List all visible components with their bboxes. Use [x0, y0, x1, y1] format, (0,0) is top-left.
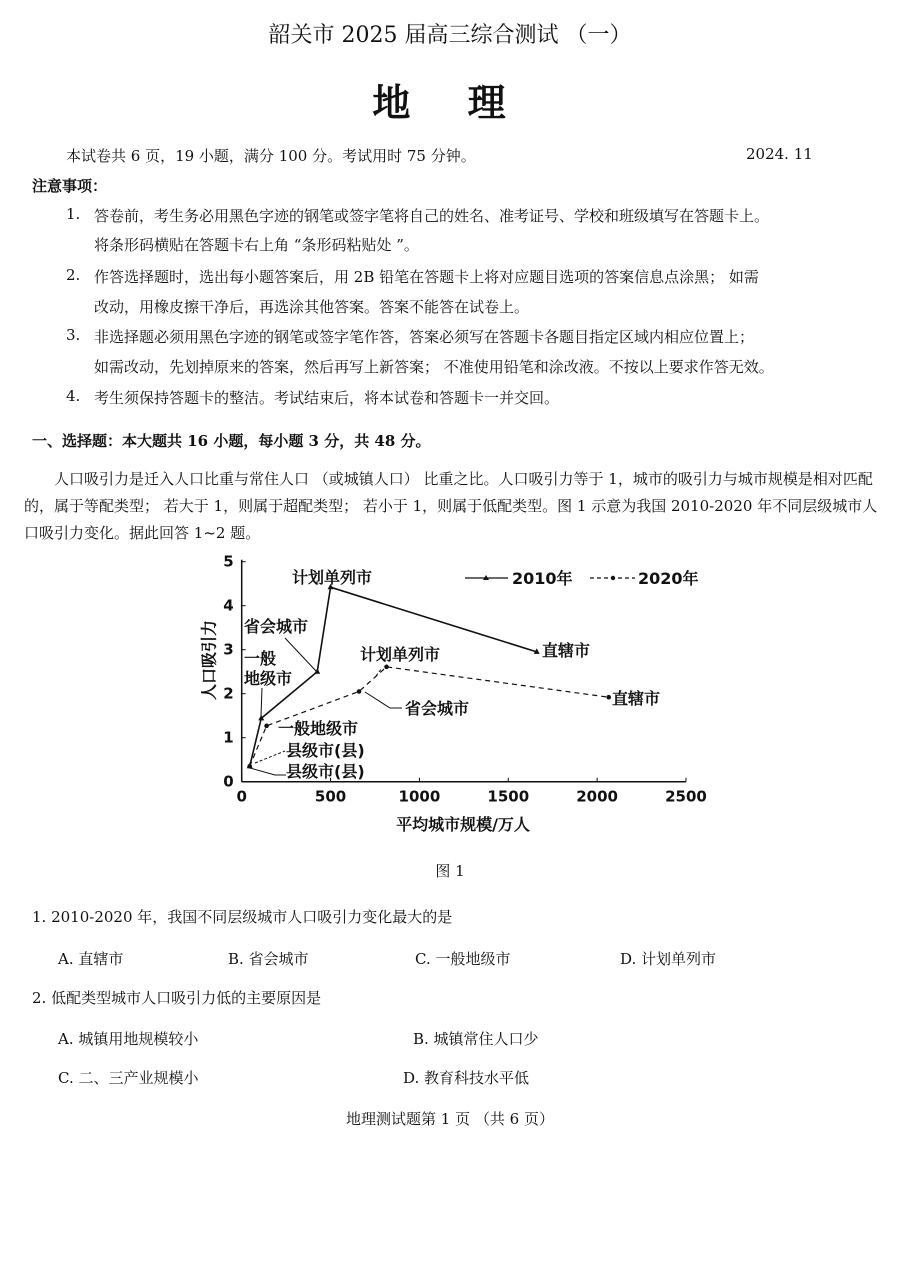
label-2010-municipality: 直辖市 — [542, 641, 591, 660]
legend-label-2020: 2020年 — [638, 569, 699, 588]
y-tick-label: 4 — [223, 596, 234, 615]
data-point-2020 — [264, 724, 269, 729]
q1-option-a: A. 直辖市 — [58, 950, 124, 968]
question-2-stem: 2. 低配类型城市人口吸引力低的主要原因是 — [32, 989, 322, 1007]
question-1-stem: 1. 2010-2020 年，我国不同层级城市人口吸引力变化最大的是 — [32, 908, 453, 926]
label-2020-prefecture: 一般地级市 — [278, 719, 359, 738]
y-tick-label: 3 — [223, 640, 234, 659]
leader-line — [365, 692, 402, 708]
x-tick-label: 1000 — [398, 787, 441, 806]
q2-option-d: D. 教育科技水平低 — [403, 1069, 530, 1087]
intro-text: 本试卷共 6 页，19 小题，满分 100 分。考试用时 75 分钟。 — [66, 147, 476, 165]
note-line: 考生须保持答题卡的整洁。考试结束后，将本试卷和答题卡一并交回。 — [94, 389, 560, 407]
leader-line — [261, 688, 262, 716]
x-axis-label: 平均城市规模/万人 — [396, 815, 530, 834]
legend-marker-2020 — [611, 576, 615, 580]
y-tick-label: 0 — [223, 772, 234, 791]
x-tick-label: 0 — [236, 787, 247, 806]
x-tick-label: 500 — [314, 787, 347, 806]
series-line-2010年 — [250, 587, 537, 766]
legend-label-2010: 2010年 — [512, 569, 573, 588]
figure-caption: 图 1 — [435, 862, 465, 880]
y-tick-label: 1 — [223, 728, 234, 747]
label-2020-municipality: 直辖市 — [612, 689, 661, 708]
q1-option-c: C. 一般地级市 — [415, 950, 511, 968]
leader-line — [250, 768, 286, 775]
y-tick-label: 5 — [223, 552, 234, 571]
label-2010-provincial: 省会城市 — [244, 617, 309, 636]
x-tick-label: 2500 — [665, 787, 707, 806]
label-2010-prefecture-1: 一般 — [244, 649, 277, 668]
label-2010-plan-city: 计划单列市 — [292, 568, 373, 587]
data-point-2020 — [606, 695, 611, 700]
q2-option-b: B. 城镇常住人口少 — [413, 1030, 539, 1048]
note-number: 4. — [66, 387, 81, 405]
q1-option-b: B. 省会城市 — [228, 950, 309, 968]
notes-heading: 注意事项： — [32, 177, 108, 195]
note-line: 作答选择题时，选出每小题答案后，用 2B 铅笔在答题卡上将对应题目选项的答案信息点涂黑； 如需 — [94, 268, 759, 286]
section-heading: 一、选择题：本大题共 16 小题，每小题 3 分，共 48 分。 — [32, 432, 431, 450]
passage: 人口吸引力是迁入人口比重与常住人口 （或城镇人口） 比重之比。人口吸引力等于 1，城市的吸引力与城市规模是相对匹配的，属于等配类型； 若大于 1，则属于超配类型； 若小于 1，则属于低配类型。图 1 示意为我国 2010-2020 年不同层级城市人口吸引力变化。据此回答 1~2 题。 — [24, 470, 878, 542]
page-footer: 地理测试题第 1 页 （共 6 页） — [346, 1110, 554, 1128]
exam-title: 韶关市 2025 届高三综合测试 （一） — [268, 23, 632, 48]
leader-line — [255, 751, 285, 763]
note-number: 1. — [66, 205, 81, 223]
data-point-2020 — [357, 689, 362, 694]
x-tick-label: 1500 — [487, 787, 530, 806]
note-line: 非选择题必须用黑色字迹的钢笔或签字笔作答，答案必须写在答题卡各题目指定区域内相应位置上； — [94, 328, 755, 346]
exam-date: 2024. 11 — [746, 145, 813, 163]
label-2020-county: 县级市(县) — [286, 741, 365, 760]
note-line: 改动，用橡皮擦干净后，再选涂其他答案。答案不能答在试卷上。 — [94, 298, 530, 316]
attraction-chart — [200, 550, 720, 840]
note-number: 3. — [66, 326, 81, 344]
subject-title: 地 理 — [372, 80, 528, 125]
data-point-2020 — [384, 665, 389, 670]
label-2020-provincial: 省会城市 — [405, 699, 470, 718]
label-2010-prefecture-2: 地级市 — [244, 669, 293, 688]
note-number: 2. — [66, 266, 81, 284]
note-line: 将条形码横贴在答题卡右上角 “条形码粘贴处 ”。 — [94, 236, 419, 254]
label-2020-plan-city: 计划单列市 — [360, 645, 441, 664]
x-tick-label: 2000 — [576, 787, 619, 806]
data-point-2010 — [314, 668, 320, 674]
y-axis-label: 人口吸引力 — [200, 619, 219, 701]
q2-option-c: C. 二、三产业规模小 — [58, 1069, 199, 1087]
note-line: 如需改动，先划掉原来的答案，然后再写上新答案； 不准使用铅笔和涂改液。不按以上要求作答无效。 — [94, 358, 774, 376]
leader-line — [285, 638, 316, 671]
y-tick-label: 2 — [223, 684, 234, 703]
q2-option-a: A. 城镇用地规模较小 — [58, 1030, 199, 1048]
label-2010-county: 县级市(县) — [286, 762, 365, 781]
q1-option-d: D. 计划单列市 — [620, 950, 717, 968]
note-line: 答卷前，考生务必用黑色字迹的钢笔或签字笔将自己的姓名、准考证号、学校和班级填写在答题卡上。 — [94, 207, 770, 225]
